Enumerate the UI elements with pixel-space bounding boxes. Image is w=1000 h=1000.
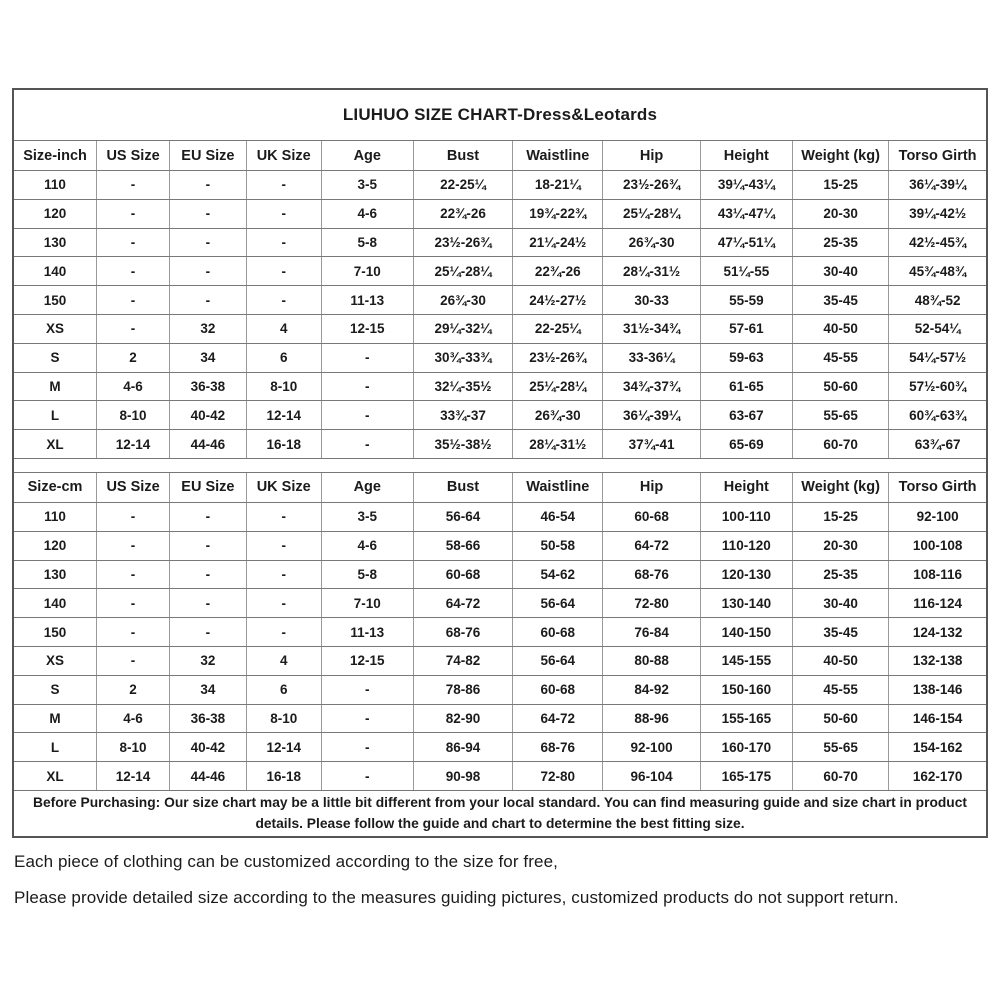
cell: 80-88 xyxy=(603,646,700,675)
customization-notes xyxy=(14,852,994,924)
table-row xyxy=(14,430,986,458)
table-header-inch xyxy=(14,141,986,171)
column-header: Torso Girth xyxy=(889,473,986,503)
table-row xyxy=(14,314,986,343)
cell: 4-6 xyxy=(97,372,170,401)
cell: 24½-27½ xyxy=(513,286,603,315)
column-header: Waistline xyxy=(513,141,603,171)
column-header: EU Size xyxy=(170,141,247,171)
cell: 52-54¼ xyxy=(889,314,986,343)
cell: 4-6 xyxy=(321,531,413,560)
cell: 39¼-42½ xyxy=(889,199,986,228)
table-separator xyxy=(14,458,986,473)
cell: 64-72 xyxy=(513,704,603,733)
cell: 145-155 xyxy=(700,646,792,675)
cell: 45-55 xyxy=(793,343,889,372)
cell: 63-67 xyxy=(700,401,792,430)
cell: 30-33 xyxy=(603,286,700,315)
cell: 35-45 xyxy=(793,286,889,315)
cell: 5-8 xyxy=(321,228,413,257)
cell: - xyxy=(97,531,170,560)
cell: 2 xyxy=(97,343,170,372)
column-header: US Size xyxy=(97,141,170,171)
cell: 86-94 xyxy=(413,733,512,762)
column-header: UK Size xyxy=(246,141,321,171)
cell: 16-18 xyxy=(246,762,321,790)
cell: 55-59 xyxy=(700,286,792,315)
cell: 11-13 xyxy=(321,618,413,647)
cell: 58-66 xyxy=(413,531,512,560)
cell: 76-84 xyxy=(603,618,700,647)
cell: - xyxy=(170,531,247,560)
table-row xyxy=(14,257,986,286)
cell: L xyxy=(14,401,97,430)
cell: 50-60 xyxy=(793,704,889,733)
column-header: Hip xyxy=(603,141,700,171)
cell: 3-5 xyxy=(321,171,413,200)
cell: 30¾-33¾ xyxy=(413,343,512,372)
cell: 40-50 xyxy=(793,646,889,675)
cell: - xyxy=(170,199,247,228)
cell: 26¾-30 xyxy=(513,401,603,430)
cell: - xyxy=(97,560,170,589)
cell: - xyxy=(321,733,413,762)
cell: 56-64 xyxy=(413,502,512,531)
table-body-cm xyxy=(14,502,986,789)
cell: 60-68 xyxy=(603,502,700,531)
table-row xyxy=(14,704,986,733)
table-row xyxy=(14,171,986,200)
cell: - xyxy=(97,286,170,315)
cell: 33-36¼ xyxy=(603,343,700,372)
cell: 60¾-63¾ xyxy=(889,401,986,430)
cell: - xyxy=(170,618,247,647)
cell: 16-18 xyxy=(246,430,321,458)
cell: 12-14 xyxy=(246,733,321,762)
cell: 33¾-37 xyxy=(413,401,512,430)
cell: - xyxy=(246,171,321,200)
cell: 51¼-55 xyxy=(700,257,792,286)
cell: 72-80 xyxy=(513,762,603,790)
cell: - xyxy=(97,171,170,200)
cell: 150 xyxy=(14,618,97,647)
cell: 15-25 xyxy=(793,502,889,531)
table-row xyxy=(14,762,986,790)
cell: 110-120 xyxy=(700,531,792,560)
table-row xyxy=(14,372,986,401)
cell: 35-45 xyxy=(793,618,889,647)
cell: - xyxy=(246,531,321,560)
cell: 32 xyxy=(170,646,247,675)
cell: 15-25 xyxy=(793,171,889,200)
cell: - xyxy=(170,171,247,200)
cell: 34 xyxy=(170,343,247,372)
cell: 3-5 xyxy=(321,502,413,531)
cell: - xyxy=(97,199,170,228)
column-header: Height xyxy=(700,473,792,503)
cell: 55-65 xyxy=(793,401,889,430)
cell: - xyxy=(246,560,321,589)
column-header: Height xyxy=(700,141,792,171)
table-row xyxy=(14,343,986,372)
cell: 29¼-32¼ xyxy=(413,314,512,343)
table-row xyxy=(14,733,986,762)
cell: 5-8 xyxy=(321,560,413,589)
cell: 48¾-52 xyxy=(889,286,986,315)
cell: 12-15 xyxy=(321,646,413,675)
cell: - xyxy=(321,430,413,458)
cell: 36¼-39¼ xyxy=(889,171,986,200)
cell: - xyxy=(97,314,170,343)
table-row xyxy=(14,618,986,647)
table-row xyxy=(14,589,986,618)
cell: 60-70 xyxy=(793,762,889,790)
cell: 84-92 xyxy=(603,675,700,704)
cell: 63¾-67 xyxy=(889,430,986,458)
before-purchasing-note: Before Purchasing: Our size chart may be a little bit different from your local standard. You can find measuring guide and size chart in product details. Please follow the guide and chart to determine the best fitting size. xyxy=(14,790,986,836)
table-row xyxy=(14,199,986,228)
cell: 2 xyxy=(97,675,170,704)
column-header: Age xyxy=(321,473,413,503)
cell: - xyxy=(246,228,321,257)
column-header: EU Size xyxy=(170,473,247,503)
cell: 65-69 xyxy=(700,430,792,458)
cell: 4 xyxy=(246,646,321,675)
cell: - xyxy=(321,372,413,401)
column-header: Waistline xyxy=(513,473,603,503)
cell: 130 xyxy=(14,228,97,257)
cell: 22¾-26 xyxy=(513,257,603,286)
cell: 32¼-35½ xyxy=(413,372,512,401)
cell: 25-35 xyxy=(793,228,889,257)
cell: 132-138 xyxy=(889,646,986,675)
cell: 22-25¼ xyxy=(413,171,512,200)
cell: 57-61 xyxy=(700,314,792,343)
column-header: Age xyxy=(321,141,413,171)
cell: 36-38 xyxy=(170,372,247,401)
cell: 45-55 xyxy=(793,675,889,704)
cell: 6 xyxy=(246,675,321,704)
cell: - xyxy=(246,257,321,286)
cell: 68-76 xyxy=(603,560,700,589)
cell: 42½-45¾ xyxy=(889,228,986,257)
cell: 140-150 xyxy=(700,618,792,647)
cell: 4 xyxy=(246,314,321,343)
cell: 96-104 xyxy=(603,762,700,790)
table-row xyxy=(14,286,986,315)
cell: - xyxy=(246,618,321,647)
cell: - xyxy=(97,618,170,647)
cell: 20-30 xyxy=(793,199,889,228)
cell: 55-65 xyxy=(793,733,889,762)
cell: L xyxy=(14,733,97,762)
cell: 59-63 xyxy=(700,343,792,372)
cell: 7-10 xyxy=(321,257,413,286)
size-table-cm xyxy=(14,473,986,790)
cell: 154-162 xyxy=(889,733,986,762)
cell: 130-140 xyxy=(700,589,792,618)
cell: 47¼-51¼ xyxy=(700,228,792,257)
table-row xyxy=(14,228,986,257)
column-header: Weight (kg) xyxy=(793,141,889,171)
cell: 12-14 xyxy=(246,401,321,430)
cell: S xyxy=(14,675,97,704)
cell: 146-154 xyxy=(889,704,986,733)
cell: 120-130 xyxy=(700,560,792,589)
cell: 21¼-24½ xyxy=(513,228,603,257)
cell: 26¾-30 xyxy=(413,286,512,315)
column-header: US Size xyxy=(97,473,170,503)
customization-note-line1: Each piece of clothing can be customized according to the size for free, xyxy=(14,852,558,871)
cell: 30-40 xyxy=(793,257,889,286)
cell: 110 xyxy=(14,502,97,531)
cell: 40-50 xyxy=(793,314,889,343)
cell: 36-38 xyxy=(170,704,247,733)
cell: 37¾-41 xyxy=(603,430,700,458)
cell: 50-58 xyxy=(513,531,603,560)
cell: 150 xyxy=(14,286,97,315)
cell: 68-76 xyxy=(413,618,512,647)
cell: 61-65 xyxy=(700,372,792,401)
column-header: Weight (kg) xyxy=(793,473,889,503)
column-header: Torso Girth xyxy=(889,141,986,171)
cell: - xyxy=(246,589,321,618)
cell: 12-15 xyxy=(321,314,413,343)
cell: M xyxy=(14,704,97,733)
table-row xyxy=(14,531,986,560)
cell: - xyxy=(321,343,413,372)
cell: - xyxy=(170,257,247,286)
cell: 35½-38½ xyxy=(413,430,512,458)
cell: 150-160 xyxy=(700,675,792,704)
cell: 162-170 xyxy=(889,762,986,790)
cell: 60-68 xyxy=(513,618,603,647)
cell: 25¼-28¼ xyxy=(413,257,512,286)
cell: 78-86 xyxy=(413,675,512,704)
cell: - xyxy=(321,762,413,790)
cell: 7-10 xyxy=(321,589,413,618)
cell: M xyxy=(14,372,97,401)
cell: - xyxy=(97,502,170,531)
cell: 100-110 xyxy=(700,502,792,531)
column-header: Size-inch xyxy=(14,141,97,171)
cell: 92-100 xyxy=(889,502,986,531)
cell: 50-60 xyxy=(793,372,889,401)
cell: - xyxy=(97,257,170,286)
cell: 8-10 xyxy=(246,704,321,733)
size-chart xyxy=(12,88,988,838)
cell: 40-42 xyxy=(170,401,247,430)
cell: - xyxy=(246,199,321,228)
cell: 8-10 xyxy=(97,401,170,430)
column-header: Hip xyxy=(603,473,700,503)
cell: 8-10 xyxy=(97,733,170,762)
cell: 130 xyxy=(14,560,97,589)
cell: 120 xyxy=(14,531,97,560)
cell: - xyxy=(321,704,413,733)
cell: 120 xyxy=(14,199,97,228)
cell: 92-100 xyxy=(603,733,700,762)
cell: - xyxy=(97,228,170,257)
cell: 110 xyxy=(14,171,97,200)
table-header-cm xyxy=(14,473,986,503)
cell: 138-146 xyxy=(889,675,986,704)
cell: 22¾-26 xyxy=(413,199,512,228)
cell: 20-30 xyxy=(793,531,889,560)
cell: 57½-60¾ xyxy=(889,372,986,401)
column-header: UK Size xyxy=(246,473,321,503)
cell: 30-40 xyxy=(793,589,889,618)
cell: 34¾-37¾ xyxy=(603,372,700,401)
customization-note-line2: Please provide detailed size according to the measures guiding pictures, customized products do not support return. xyxy=(14,888,899,907)
cell: 56-64 xyxy=(513,646,603,675)
cell: 140 xyxy=(14,589,97,618)
cell: - xyxy=(97,646,170,675)
cell: 18-21¼ xyxy=(513,171,603,200)
cell: 160-170 xyxy=(700,733,792,762)
cell: 88-96 xyxy=(603,704,700,733)
table-row xyxy=(14,560,986,589)
header-row xyxy=(14,473,986,503)
cell: - xyxy=(170,560,247,589)
cell: 28¼-31½ xyxy=(513,430,603,458)
cell: 54¼-57½ xyxy=(889,343,986,372)
cell: 23½-26¾ xyxy=(513,343,603,372)
table-row xyxy=(14,646,986,675)
cell: 22-25¼ xyxy=(513,314,603,343)
cell: - xyxy=(246,286,321,315)
cell: 124-132 xyxy=(889,618,986,647)
cell: 60-70 xyxy=(793,430,889,458)
cell: - xyxy=(321,401,413,430)
size-chart-title: LIUHUO SIZE CHART-Dress&Leotards xyxy=(14,90,986,141)
cell: 40-42 xyxy=(170,733,247,762)
column-header: Bust xyxy=(413,141,512,171)
cell: 34 xyxy=(170,675,247,704)
cell: 44-46 xyxy=(170,762,247,790)
cell: 32 xyxy=(170,314,247,343)
cell: 23½-26¾ xyxy=(413,228,512,257)
cell: 6 xyxy=(246,343,321,372)
cell: - xyxy=(97,589,170,618)
cell: 19¾-22¾ xyxy=(513,199,603,228)
cell: S xyxy=(14,343,97,372)
cell: 31½-34¾ xyxy=(603,314,700,343)
cell: 8-10 xyxy=(246,372,321,401)
cell: 23½-26¾ xyxy=(603,171,700,200)
cell: 82-90 xyxy=(413,704,512,733)
table-row xyxy=(14,675,986,704)
cell: 54-62 xyxy=(513,560,603,589)
table-row xyxy=(14,502,986,531)
cell: 25¼-28¼ xyxy=(513,372,603,401)
cell: 12-14 xyxy=(97,430,170,458)
cell: 60-68 xyxy=(413,560,512,589)
cell: 12-14 xyxy=(97,762,170,790)
cell: - xyxy=(170,286,247,315)
table-body-inch xyxy=(14,171,986,458)
cell: XS xyxy=(14,314,97,343)
cell: 140 xyxy=(14,257,97,286)
cell: 108-116 xyxy=(889,560,986,589)
column-header: Size-cm xyxy=(14,473,97,503)
cell: XL xyxy=(14,430,97,458)
cell: 56-64 xyxy=(513,589,603,618)
cell: - xyxy=(321,675,413,704)
cell: XS xyxy=(14,646,97,675)
cell: 36¼-39¼ xyxy=(603,401,700,430)
size-table-inch xyxy=(14,141,986,458)
cell: 25¼-28¼ xyxy=(603,199,700,228)
header-row xyxy=(14,141,986,171)
cell: 43¼-47¼ xyxy=(700,199,792,228)
cell: - xyxy=(246,502,321,531)
cell: 26¾-30 xyxy=(603,228,700,257)
cell: 155-165 xyxy=(700,704,792,733)
cell: 165-175 xyxy=(700,762,792,790)
cell: - xyxy=(170,502,247,531)
cell: 68-76 xyxy=(513,733,603,762)
cell: 60-68 xyxy=(513,675,603,704)
cell: - xyxy=(170,589,247,618)
column-header: Bust xyxy=(413,473,512,503)
cell: 45¾-48¾ xyxy=(889,257,986,286)
cell: 11-13 xyxy=(321,286,413,315)
cell: - xyxy=(170,228,247,257)
cell: 25-35 xyxy=(793,560,889,589)
cell: 116-124 xyxy=(889,589,986,618)
cell: 4-6 xyxy=(97,704,170,733)
cell: XL xyxy=(14,762,97,790)
cell: 28¼-31½ xyxy=(603,257,700,286)
cell: 100-108 xyxy=(889,531,986,560)
cell: 64-72 xyxy=(413,589,512,618)
cell: 90-98 xyxy=(413,762,512,790)
cell: 46-54 xyxy=(513,502,603,531)
cell: 39¼-43¼ xyxy=(700,171,792,200)
table-row xyxy=(14,401,986,430)
cell: 44-46 xyxy=(170,430,247,458)
cell: 64-72 xyxy=(603,531,700,560)
cell: 72-80 xyxy=(603,589,700,618)
cell: 74-82 xyxy=(413,646,512,675)
cell: 4-6 xyxy=(321,199,413,228)
